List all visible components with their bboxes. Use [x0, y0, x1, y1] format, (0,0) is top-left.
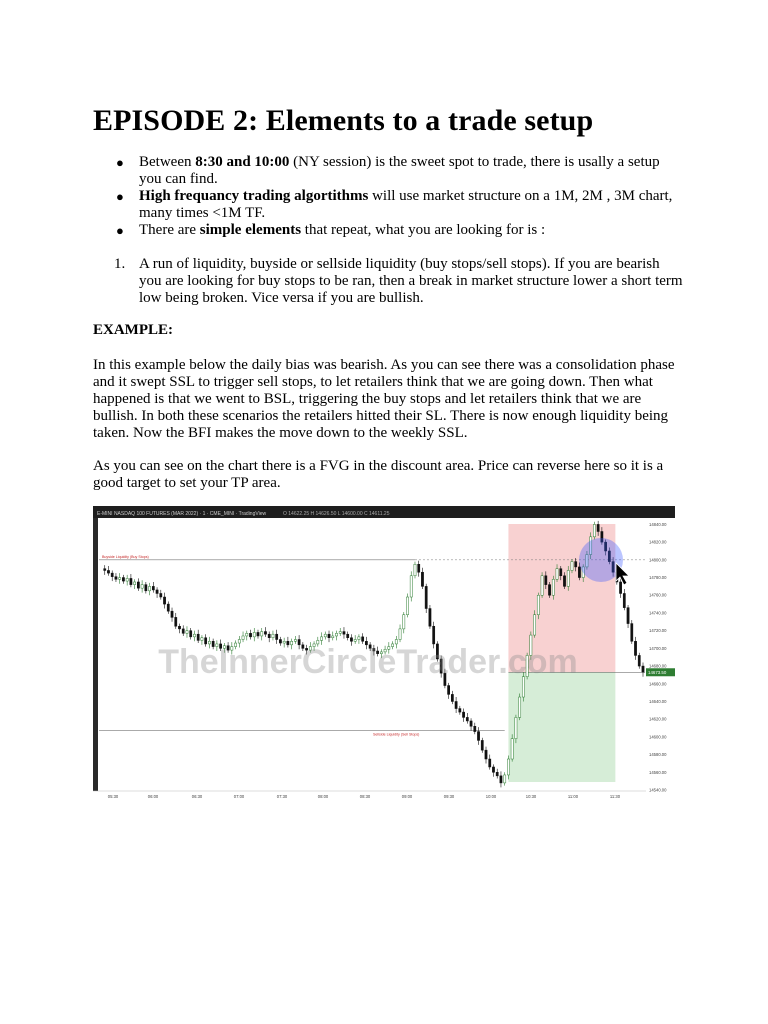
y-tick-label: 14600.00	[649, 734, 667, 740]
x-tick-label: 06:30	[191, 794, 203, 799]
paragraph-fvg: As you can see on the chart there is a FVG in the discount area. Price can reverse here so it is a good target to set your TP area.	[93, 458, 664, 491]
candle-body	[642, 666, 644, 672]
candle-body	[175, 617, 177, 626]
candle-body	[335, 633, 337, 636]
chart-title: E-MINI NASDAQ 100 FUTURES (MAR 2022) · 1 · CME_MINI · TradingView	[97, 511, 267, 517]
y-tick-label: 14780.00	[649, 575, 667, 581]
x-tick-label: 11:00	[567, 794, 579, 799]
candle-body	[448, 686, 450, 695]
candle-body	[264, 632, 266, 635]
page-title: EPISODE 2: Elements to a trade setup	[93, 104, 594, 137]
bullet-item: ● High frequancy trading algortithms will use market structure on a 1M, 2M , 3M chart, many times <1M TF.	[116, 188, 673, 221]
candle-body	[489, 759, 491, 767]
candle-body	[111, 573, 113, 577]
buyside-label: Buyside Liquidity (Buy Stops)	[102, 554, 149, 559]
candle-body	[122, 578, 124, 582]
candle-body	[399, 629, 401, 640]
candle-body	[556, 569, 558, 580]
candle-body	[429, 609, 431, 627]
last-price-label: 14673.50	[648, 669, 667, 675]
paragraph-bias: In this example below the daily bias was bearish. As you can see there was a consolidation phase and it swept SSL to trigger sell stops, to let retailers think that we are going down. Then what happened is that we went to BSL, triggering the buy stops and let retailers think that we are bullish. In both these scenarios the retailers hitted their SL. There is now enough liquidity being taken. Now the BFI makes the move down to the weekly SSL.	[93, 357, 675, 441]
candle-body	[593, 524, 595, 536]
candle-body	[249, 633, 251, 637]
y-tick-label: 14800.00	[649, 557, 667, 563]
candle-body	[462, 712, 464, 717]
candle-body	[406, 597, 408, 615]
candle-body	[578, 567, 580, 578]
candle-body	[451, 694, 453, 701]
candle-body	[492, 767, 494, 772]
candle-body	[567, 570, 569, 586]
candle-body	[145, 585, 147, 591]
price-chart	[93, 506, 675, 800]
numbered-item: 1. A run of liquidity, buyside or sellside liquidity (buy stops/sell stops). If you are bearish you are looking for buy stops to be ran, then a break in market structure lower a short term low being broken. Vice versa if you are bullish.	[114, 256, 683, 306]
example-heading: EXAMPLE:	[93, 322, 173, 338]
candle-body	[242, 636, 244, 640]
candle-body	[141, 585, 143, 589]
candle-body	[541, 576, 543, 595]
candle-body	[328, 634, 330, 638]
candle-body	[178, 626, 180, 629]
candle-body	[485, 750, 487, 759]
candle-body	[294, 640, 296, 642]
candle-body	[474, 726, 476, 731]
candle-body	[421, 572, 423, 586]
candle-body	[272, 634, 274, 638]
candle-body	[350, 638, 352, 642]
x-tick-label: 10:30	[525, 794, 537, 799]
candle-body	[137, 582, 139, 588]
candle-body	[619, 582, 621, 594]
bullet-item: ● There are simple elements that repeat, what you are looking for is :	[116, 222, 546, 238]
x-tick-label: 08:00	[317, 794, 329, 799]
candle-body	[597, 524, 599, 531]
candle-body	[126, 578, 128, 581]
chart-left-edge	[93, 518, 98, 800]
candle-body	[634, 641, 636, 655]
candle-body	[500, 776, 502, 783]
candle-body	[163, 597, 165, 604]
candle-body	[257, 632, 259, 636]
x-tick-label: 11:30	[609, 794, 621, 799]
candle-body	[403, 615, 405, 629]
y-tick-label: 14580.00	[649, 752, 667, 758]
x-tick-label: 07:30	[276, 794, 288, 799]
candle-body	[324, 634, 326, 637]
candle-body	[560, 569, 562, 576]
candle-body	[186, 631, 188, 634]
chart-watermark: TheInnerCircleTrader.com	[158, 643, 578, 681]
candle-body	[515, 717, 517, 738]
candle-body	[152, 586, 154, 590]
y-tick-label: 14700.00	[649, 645, 667, 651]
bullet-list	[93, 154, 683, 239]
candle-body	[197, 634, 199, 640]
candle-body	[575, 562, 577, 567]
candle-body	[115, 577, 117, 580]
candle-body	[466, 717, 468, 721]
bullet-dot-icon: ●	[116, 189, 124, 204]
candle-body	[119, 578, 121, 580]
y-tick-label: 14820.00	[649, 539, 667, 545]
candle-body	[354, 640, 356, 642]
candle-body	[410, 576, 412, 597]
candle-body	[261, 632, 263, 636]
candle-body	[537, 595, 539, 614]
candle-body	[130, 578, 132, 584]
y-tick-label: 14720.00	[649, 628, 667, 634]
candle-body	[477, 732, 479, 741]
candle-body	[358, 637, 360, 640]
candle-body	[545, 576, 547, 585]
bullet-dot-icon: ●	[116, 155, 124, 170]
candle-body	[104, 569, 106, 571]
y-tick-label: 14540.00	[649, 787, 667, 793]
candle-body	[156, 590, 158, 594]
x-tick-label: 10:00	[485, 794, 497, 799]
y-tick-label: 14740.00	[649, 610, 667, 616]
candle-body	[253, 632, 255, 636]
candle-body	[414, 564, 416, 576]
candle-body	[347, 634, 349, 638]
candle-body	[511, 739, 513, 759]
candle-body	[332, 636, 334, 638]
candle-body	[425, 586, 427, 608]
candle-body	[190, 631, 192, 637]
candle-body	[339, 632, 341, 634]
candle-body	[623, 593, 625, 607]
candle-body	[246, 633, 248, 636]
numbered-list	[93, 256, 683, 307]
candle-body	[627, 608, 629, 624]
candle-body	[459, 709, 461, 713]
candle-body	[148, 586, 150, 590]
candle-body	[519, 697, 521, 717]
candle-body	[201, 638, 203, 641]
candle-body	[563, 576, 565, 587]
candle-body	[107, 570, 109, 573]
bullet-dot-icon: ●	[116, 223, 124, 238]
candle-body	[182, 629, 184, 633]
y-tick-label: 14660.00	[649, 681, 667, 687]
x-tick-label: 07:00	[233, 794, 245, 799]
candle-body	[433, 626, 435, 644]
candle-body	[481, 740, 483, 750]
bullet-item: ● Between 8:30 and 10:00 (NY session) is the sweet spot to trade, there is usally a setup you can find.	[116, 154, 660, 187]
sellside-label: Sellside Liquidity (Sell Stops)	[373, 732, 420, 737]
y-tick-label: 14680.00	[649, 663, 667, 669]
candle-body	[631, 624, 633, 642]
chart-ohlc: O 14622.25 H 14626.50 L 14600.00 C 14611.25	[283, 511, 390, 517]
candle-body	[268, 634, 270, 638]
candle-body	[455, 701, 457, 708]
candle-body	[343, 632, 345, 635]
candle-body	[160, 593, 162, 597]
candle-body	[533, 615, 535, 635]
candle-body	[193, 634, 195, 637]
candle-body	[418, 564, 420, 572]
candle-body	[134, 582, 136, 585]
candle-body	[167, 604, 169, 611]
x-tick-label: 05:30	[107, 794, 119, 799]
candle-body	[496, 772, 498, 776]
candle-body	[276, 634, 278, 639]
y-tick-label: 14560.00	[649, 769, 667, 775]
candle-body	[507, 759, 509, 775]
candle-body	[638, 655, 640, 666]
candle-body	[548, 585, 550, 596]
candle-body	[320, 637, 322, 641]
candle-body	[470, 721, 472, 726]
candle-body	[171, 611, 173, 617]
y-tick-label: 14640.00	[649, 698, 667, 704]
y-tick-label: 14760.00	[649, 592, 667, 598]
x-tick-label: 09:30	[443, 794, 455, 799]
y-tick-label: 14840.00	[649, 521, 667, 527]
candle-body	[552, 579, 554, 595]
trading-chart	[93, 506, 675, 800]
candle-body	[571, 562, 573, 571]
x-tick-label: 08:30	[359, 794, 371, 799]
y-tick-label: 14620.00	[649, 716, 667, 722]
candle-body	[504, 775, 506, 783]
candle-body	[362, 637, 364, 641]
x-tick-label: 06:00	[147, 794, 159, 799]
x-tick-label: 09:00	[401, 794, 413, 799]
